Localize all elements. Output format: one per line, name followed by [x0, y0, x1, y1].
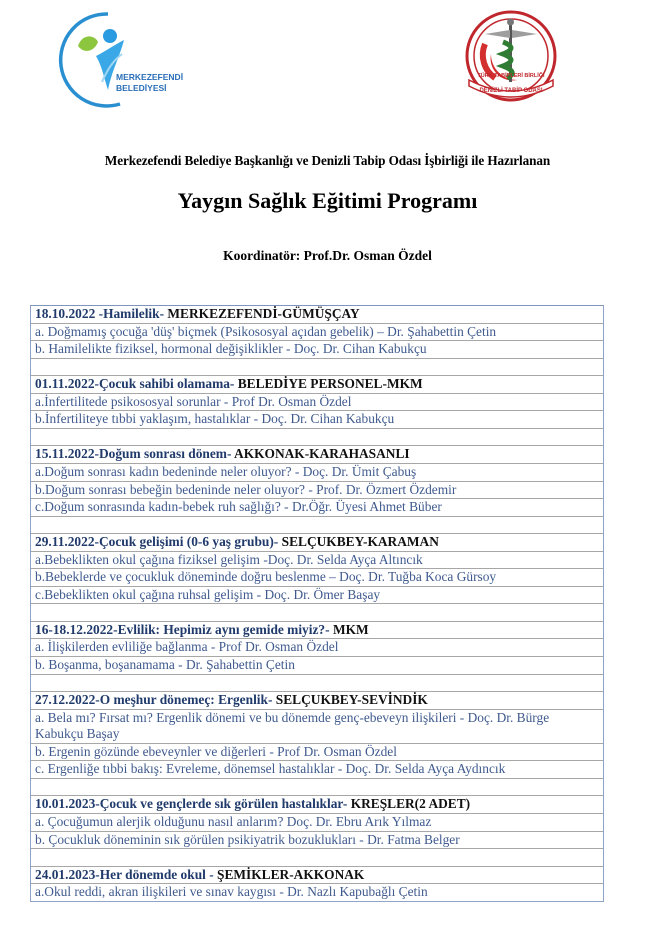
session-date-topic: 18.10.2022 -Hamilelik- [35, 306, 165, 321]
session-item: a.Okul reddi, akran ilişkileri ve sınav kaygısı - Dr. Nazlı Kapubağlı Çetin [35, 884, 428, 900]
session-location: KREŞLER(2 ADET) [350, 796, 471, 812]
session-heading [31, 622, 603, 640]
session-date-topic: 01.11.2022-Çocuk sahibi olamama- [35, 376, 235, 392]
session-location: AKKONAK-KARAHASANLI [234, 446, 410, 462]
session-date-topic: 16-18.12.2022-Evlilik: Hepimiz aynı gemide miyiz?- [35, 621, 330, 637]
session-date-topic: 15.11.2022-Doğum sonrası dönem- [35, 446, 232, 462]
session-item: b.Doğum sonrası bebeğin bedeninde neler oluyor? - Prof. Dr. Özmert Özdemir [31, 482, 603, 500]
session-item: a.İnfertilitede psikososyal sorunlar - Prof Dr. Osman Özdel [31, 394, 603, 412]
svg-text:BELEDİYESİ: BELEDİYESİ [116, 83, 167, 93]
document-title: Yaygın Sağlık Eğitimi Programı [177, 188, 478, 213]
session-date-topic: 24.01.2023-Her dönemde okul - [35, 866, 214, 882]
session-location: SELÇUKBEY-SEVİNDİK [275, 692, 428, 708]
svg-text:TÜRK TABİPLERİ BİRLİĞİ: TÜRK TABİPLERİ BİRLİĞİ [477, 73, 545, 79]
session-date-topic: 29.11.2022-Çocuk gelişimi (0-6 yaş grubu)- [35, 534, 279, 550]
session-location: ŞEMİKLER-AKKONAK [217, 866, 365, 882]
session-heading [31, 796, 603, 814]
spacer-row [31, 675, 603, 692]
session-item: b.Bebeklerde ve çocukluk döneminde doğru beslenme – Doç. Dr. Tuğba Koca Gürsoy [31, 569, 603, 587]
schedule-table [30, 305, 604, 902]
session-item: a. Bela mı? Fırsat mı? Ergenlik dönemi ve bu dönemde genç-ebeveyn ilişkileri - Doç. Dr. Bürge Kabukçu Başay [31, 710, 603, 744]
session-date-topic: 27.12.2022-O meşhur dönemeç: Ergenlik- [35, 692, 273, 708]
session-heading [31, 534, 603, 552]
session-heading [31, 376, 603, 394]
session-item: a. İlişkilerden evliliğe bağlanma - Prof Dr. Osman Özdel [31, 639, 603, 657]
session-heading [31, 692, 603, 710]
spacer-row [31, 604, 603, 621]
coordinator-line: Koordinatör: Prof.Dr. Osman Özdel [223, 248, 432, 263]
spacer-row [31, 359, 603, 376]
session-location: SELÇUKBEY-KARAMAN [281, 534, 439, 550]
session-item: b. Çocukluk döneminin sık görülen psikiyatrik bozuklukları - Dr. Fatma Belger [31, 832, 603, 850]
svg-text:MERKEZEFENDİ: MERKEZEFENDİ [116, 72, 184, 82]
session-item: a.Bebeklikten okul çağına fiziksel gelişim -Doç. Dr. Selda Ayça Altıncık [31, 552, 603, 570]
merkezefendi-logo [50, 8, 184, 110]
session-item: b. Ergenin gözünde ebeveynler ve diğerleri - Prof Dr. Osman Özdel [31, 744, 603, 762]
session-item: a. Doğmamış çocuğa 'düş' biçmek (Psikososyal açıdan gebelik) – Dr. Şahabettin Çetin [31, 324, 603, 342]
session-date-topic: 10.01.2023-Çocuk ve gençlerde sık görülen hastalıklar- [35, 796, 348, 812]
session-heading [31, 306, 603, 324]
session-heading [31, 867, 603, 885]
spacer-row [31, 429, 603, 446]
tabip-odasi-logo [455, 6, 567, 110]
document-subtitle: Merkezefendi Belediye Başkanlığı ve Denizli Tabip Odası İşbirliği ile Hazırlanan [104, 153, 551, 168]
session-item: c.Doğum sonrasında kadın-bebek ruh sağlığı? - Dr.Öğr. Üyesi Ahmet Büber [31, 499, 603, 517]
session-item: b. Boşanma, boşanamama - Dr. Şahabettin Çetin [31, 657, 603, 675]
spacer-row [31, 517, 603, 534]
session-item: c. Ergenliğe tıbbi bakış: Evreleme, dönemsel hastalıklar - Doç. Dr. Selda Ayça Aydıncık [31, 761, 603, 779]
spacer-row [31, 779, 603, 796]
session-location: MKM [332, 621, 369, 637]
session-location: MERKEZEFENDİ-GÜMÜŞÇAY [167, 306, 360, 321]
session-location: BELEDİYE PERSONEL-MKM [237, 376, 423, 392]
session-item: a. Çocuğumun alerjik olduğunu nasıl anlarım? Doç. Dr. Ebru Arık Yılmaz [31, 814, 603, 832]
session-item: c.Bebeklikten okul çağına ruhsal gelişim - Doç. Dr. Ömer Başay [31, 587, 603, 605]
medical-association-logo-icon [455, 6, 567, 110]
svg-text:DENİZLİ TABİP ODASI: DENİZLİ TABİP ODASI [479, 88, 543, 94]
session-item: b. Hamilelikte fiziksel, hormonal değişiklikler - Doç. Dr. Cihan Kabukçu [31, 341, 603, 359]
session-item: a.Doğum sonrası kadın bedeninde neler oluyor? - Doç. Dr. Ümit Çabuş [31, 464, 603, 482]
merkezefendi-logo-icon [50, 8, 184, 110]
session-item: b.İnfertiliteye tıbbi yaklaşım, hastalıklar - Doç. Dr. Cihan Kabukçu [31, 411, 603, 429]
spacer-row [31, 849, 603, 866]
session-heading [31, 446, 603, 464]
